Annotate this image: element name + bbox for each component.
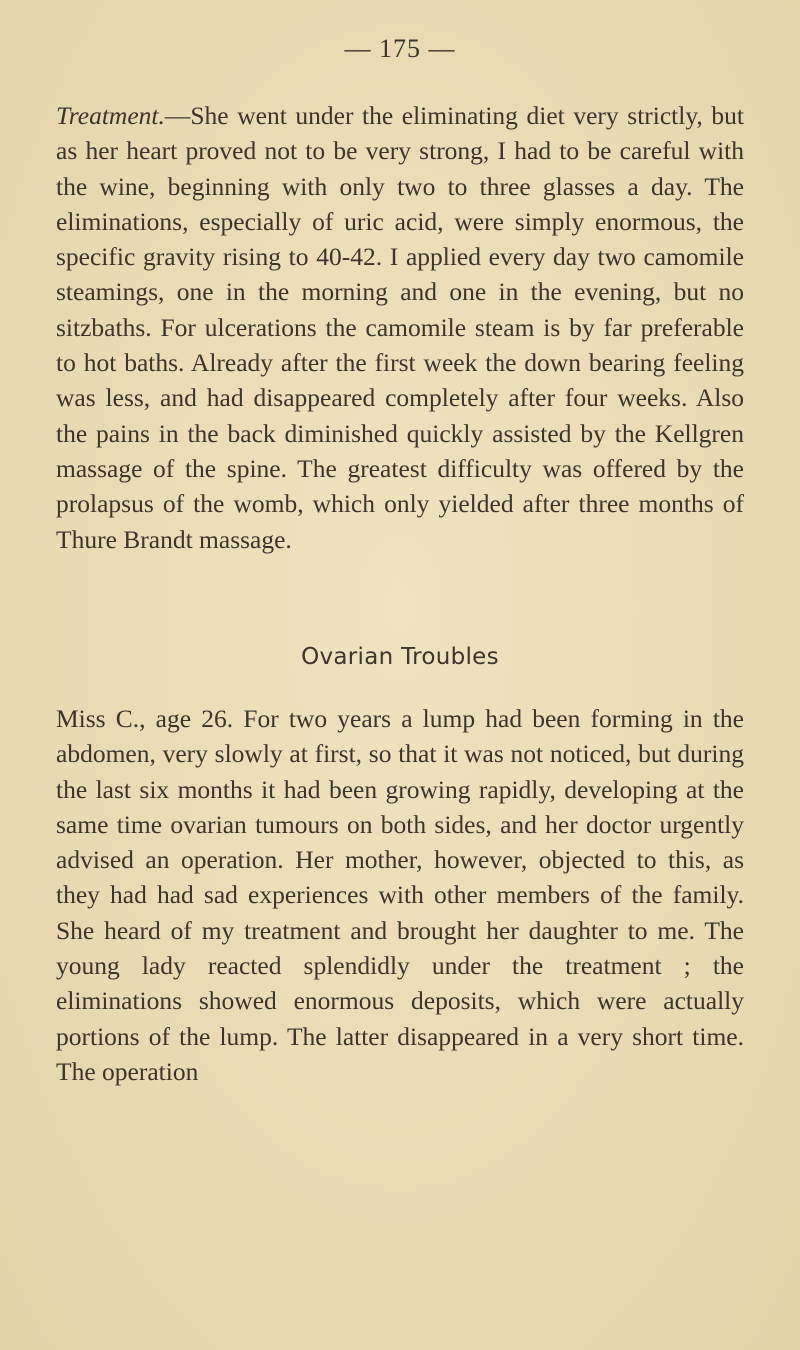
treatment-paragraph-text: [56, 98, 744, 557]
case-paragraph-text: Miss C., age 26. For two years a lump had been forming in the abdomen, very slowly at first, so that it was not noticed, but during the last six months it had been growing rapidly, developing at the same time ovarian tumours on both sides, and her doctor urgently advised an operation. Her mother, however, objected to this, as they had had sad experiences with other members of the family. She heard of my treatment and brought her daughter to me. The young lady reacted splendidly under the treatment ; the eliminations showed enormous deposits, which were actually portions of the lump. The latter disappeared in a very short time. The operation: [56, 704, 744, 1086]
treatment-body-text: —She went under the eliminating diet very strictly, but as her heart proved not to be very strong, I had to be careful with the wine, beginning with only two to three glasses a day. The eliminations, especially of uric acid, were simply enormous, the specific gravity rising to 40-42. I applied every day two camomile steamings, one in the morning and one in the evening, but no sitzbaths. For ulcerations the camomile steam is by far preferable to hot baths. Already after the first week the down bearing feeling was less, and had disappeared completely after four weeks. Also the pains in the back diminished quickly assisted by the Kellgren massage of the spine. The greatest difficulty was offered by the prolapsus of the womb, which only yielded after three months of Thure Brandt massage.: [56, 101, 744, 554]
page-number: — 175 —: [344, 34, 456, 63]
treatment-lead-word: Treatment.: [56, 101, 165, 130]
section-heading: Ovarian Troubles: [301, 644, 499, 670]
case-paragraph: [56, 701, 744, 1089]
treatment-paragraph: [56, 98, 744, 557]
